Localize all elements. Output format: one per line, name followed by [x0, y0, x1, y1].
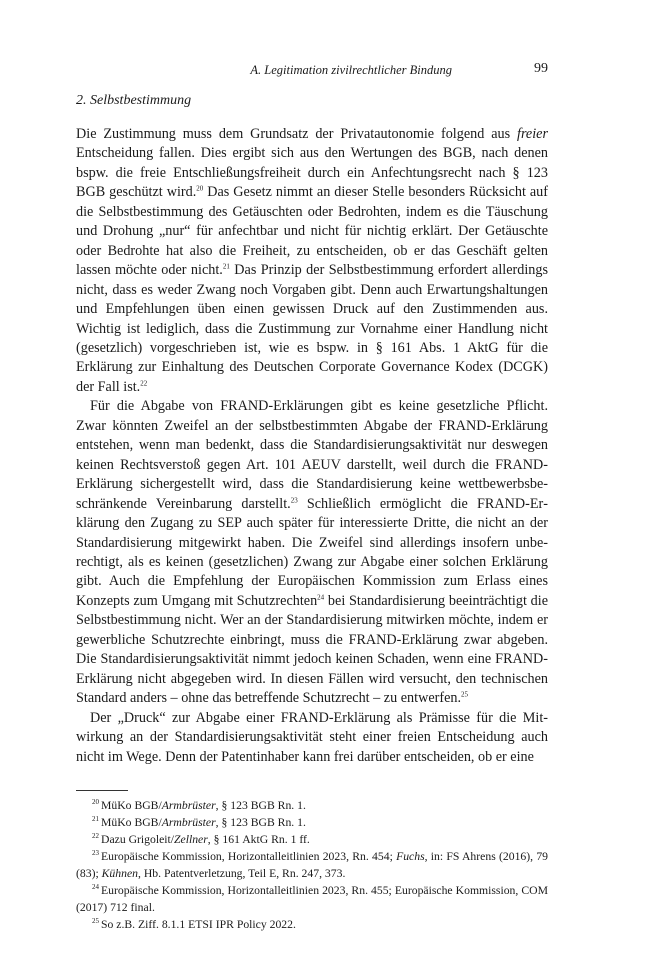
text-run: Schließlich ermöglicht die FRAND-Erklärung den Zugang zu SEP auch später für interessierte Dritte, die nicht an der Standardisierung mitgewirkt haben. Die Zweifel sind allerdings insofern unberechtigt, als es keinen (gesetzlichen) Zwang zur Abgabe einer solchen Erklärung gibt. Auch die Empfehlung der Europäischen Kommission zum Erlass eines Konzepts zum Umgang mit Schutzrechten	[76, 495, 548, 609]
footnote-23	[76, 848, 548, 882]
paragraph-3	[76, 709, 548, 767]
paragraph-1	[76, 125, 548, 397]
page-number: 99	[534, 61, 548, 76]
author-name: Kühnen	[101, 866, 138, 880]
footnote-ref[interactable]: 24	[317, 593, 325, 602]
footnote-number: 21	[92, 815, 99, 824]
author-name: Zellner	[174, 832, 208, 846]
footnote-24	[76, 882, 548, 916]
text-run: Entscheidung fallen. Dies ergibt sich aus den Wertungen des BGB, nach denen bspw. die freie Entschließungsfreiheit durch ein Anfechtungsrecht nach § 123 BGB geschützt wird.	[76, 145, 548, 201]
footnote-ref[interactable]: 25	[461, 690, 469, 699]
footnote-number: 25	[92, 917, 99, 926]
footnote-text: , § 161 AktG Rn. 1 ff.	[207, 832, 310, 846]
footnote-text: MüKo BGB/	[101, 798, 162, 812]
footnote-ref[interactable]: 21	[222, 262, 230, 271]
footnote-ref[interactable]: 23	[290, 495, 298, 504]
footnote-21	[76, 814, 548, 831]
text-run: Das Prinzip der Selbstbestimmung erfordert allerdings nicht, dass es weder Zwang noch Vorgaben gibt. Denn auch Erwartungshaltungen und Empfehlungen üben einen gewissen Druck auf den Zustimmenden aus. Wichtig ist lediglich, dass die Zustimmung zur Vornahme einer Handlung nicht (gesetzlich) vorgeschrieben ist, wie es bspw. in § 161 Abs. 1 AktG für die Erklärung zur Einhaltung des Deutschen Corporate Governance Kodex (DCGK) der Fall ist.	[76, 262, 548, 395]
footnote-number: 22	[92, 832, 99, 841]
emphasis-text: freier	[517, 126, 548, 142]
author-name: Fuchs	[396, 849, 425, 863]
book-page	[76, 56, 548, 933]
author-name: Armbrüster	[161, 798, 216, 812]
footnotes	[76, 797, 548, 933]
footnote-number: 23	[92, 849, 99, 858]
footnote-text: So z.B. Ziff. 8.1.1 ETSI IPR Policy 2022.	[101, 917, 296, 931]
footnote-text: , § 123 BGB Rn. 1.	[215, 798, 306, 812]
footnote-ref[interactable]: 22	[140, 379, 148, 388]
footnote-ref[interactable]: 20	[196, 184, 204, 193]
footnote-text: , § 123 BGB Rn. 1.	[215, 815, 306, 829]
running-header	[76, 56, 548, 80]
text-run: Die Zustimmung muss dem Grundsatz der Privatautonomie folgend aus	[76, 126, 517, 142]
footnote-text: Europäische Kommission, Horizontalleitlinien 2023, Rn. 455; Europäische Kommission, COM (2017) 712 final.	[76, 883, 548, 914]
footnote-25	[76, 916, 548, 933]
footnote-text: Europäische Kommission, Horizontalleitlinien 2023, Rn. 454;	[101, 849, 397, 863]
running-title: A. Legitimation zivilrechtlicher Bindung	[250, 63, 452, 77]
paragraph-2	[76, 397, 548, 708]
footnote-number: 20	[92, 798, 99, 807]
text-run: Für die Abgabe von FRAND-Erklärungen gibt es keine gesetzliche Pflicht. Zwar könnten Zweifel an der selbstbestimmten Abgabe der FRAND-Erklärung entstehen, wenn man bedenkt, dass die Standardisierungsaktivität nur deswegen keinen Rechtsverstoß gegen Art. 101 AEUV darstellt, weil durch die FRAND-Erklärung sichergestellt wird, dass die Standardisierung keine wettbewerbsbeschränkende Vereinbarung darstellt.	[76, 398, 548, 512]
body-text	[76, 125, 548, 767]
footnote-divider	[76, 790, 128, 791]
text-run: Der „Druck“ zur Abgabe einer FRAND-Erklärung als Prämisse für die Mitwirkung an der Standardisierungsaktivität steht einer freien Entscheidung auch nicht im Wege. Denn der Patentinhaber kann frei darüber entscheiden, ob er eine	[76, 709, 548, 765]
footnote-text: Dazu Grigoleit/	[101, 832, 175, 846]
footnote-20	[76, 797, 548, 814]
footnote-number: 24	[92, 883, 99, 892]
text-run: bei Standardisierung beeinträchtigt die Selbstbestimmung nicht. Wer an der Standardisierung mitwirken möchte, indem er gewerbliche Schutzrechte einbringt, muss die FRAND-Erklärung zwar abgeben. Die Standardisierungsaktivität nimmt jedoch keinen Schaden, wenn eine FRAND-Erklärung nicht abgegeben wird. In diesen Fällen wird versucht, den technischen Standard anders – ohne das betreffende Schutzrecht – zu entwerfen.	[76, 592, 548, 707]
footnote-text: MüKo BGB/	[101, 815, 162, 829]
footnote-text: , in: FS Ahrens (2016), 79 (83);	[76, 849, 549, 880]
section-heading: 2. Selbstbestimmung	[76, 93, 192, 108]
footnote-text: , Hb. Patentverletzung, Teil E, Rn. 247, 373.	[138, 866, 346, 880]
author-name: Armbrüster	[161, 815, 216, 829]
footnote-22	[76, 831, 548, 848]
text-run: Das Gesetz nimmt an dieser Stelle besonders Rücksicht auf die Selbstbestimmung des Getäuschten oder Bedrohten, indem es die Täuschung und Drohung „nur“ für anfechtbar und nicht für nichtig erklärt. Der Getäuschte oder Bedrohte hat also die Freiheit, zu entscheiden, ob er das Geschäft gelten lassen möchte oder nicht.	[76, 184, 548, 279]
